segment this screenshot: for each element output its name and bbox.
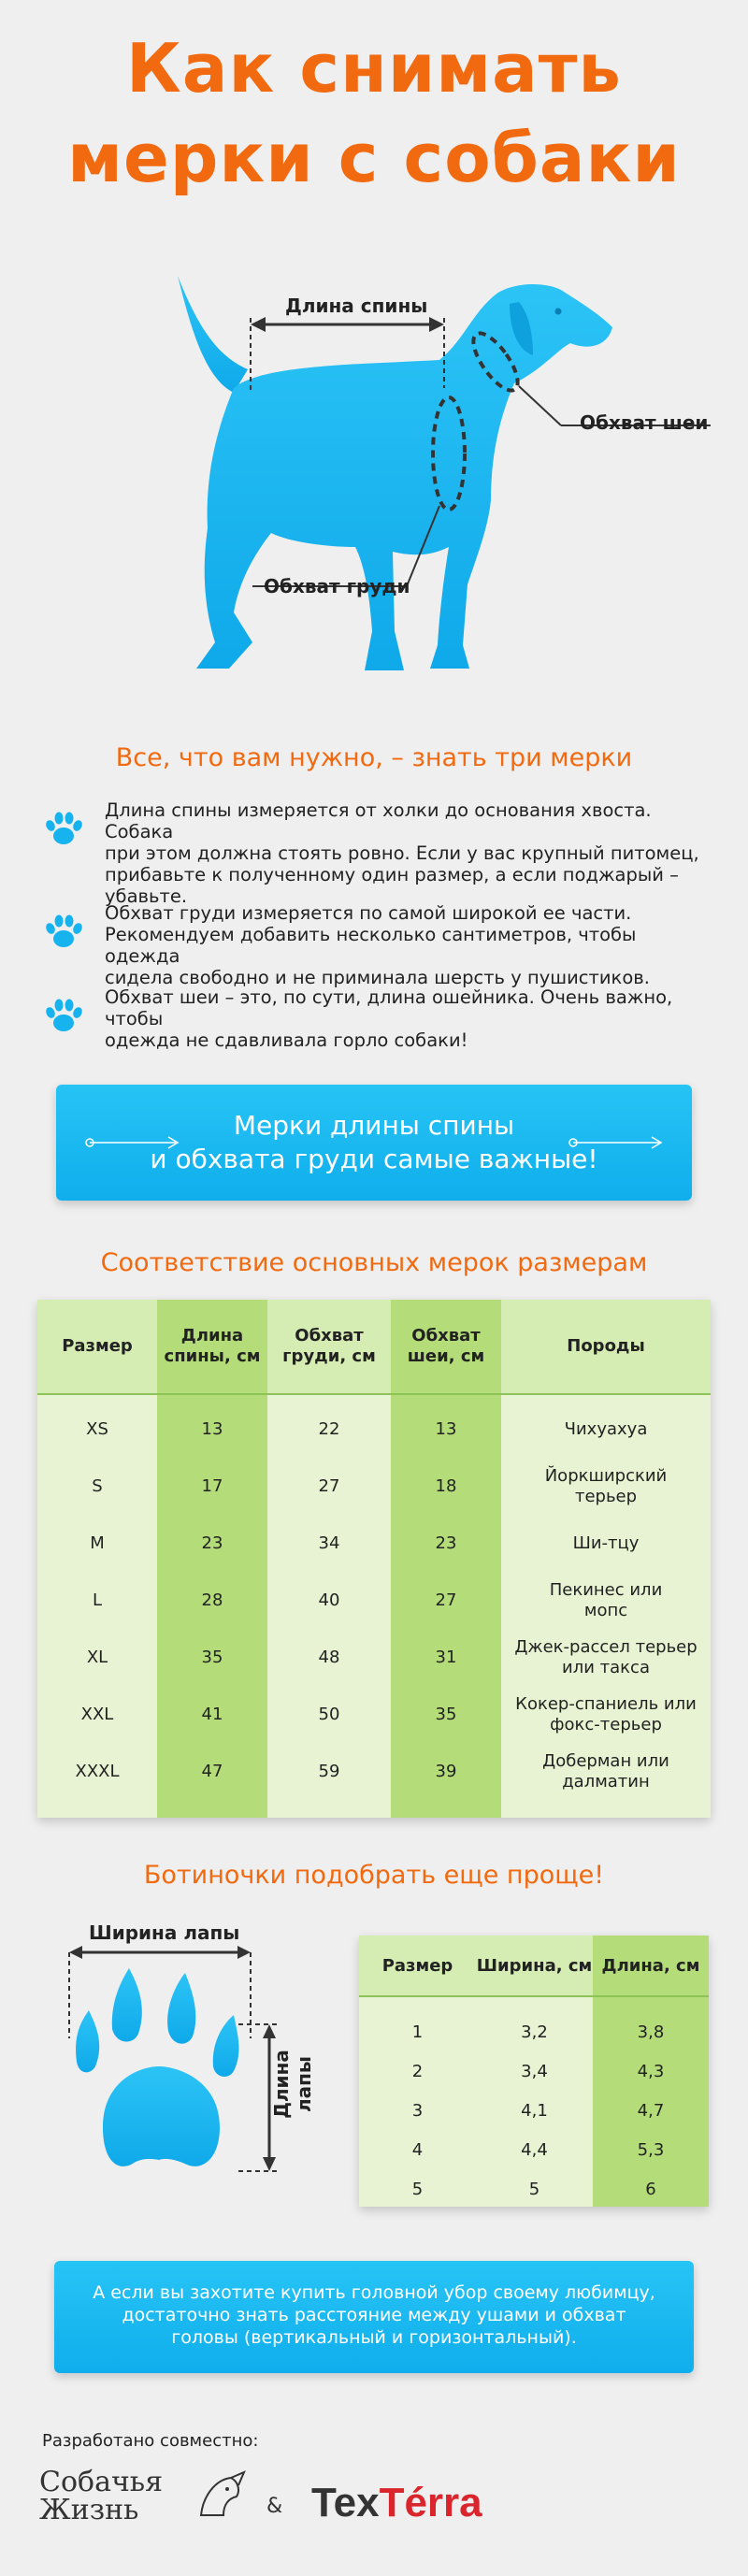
headwear-banner: [54, 2261, 694, 2373]
boot-table-cell: 4,3: [637, 2062, 665, 2081]
boot-table-cell: 2: [411, 2062, 424, 2081]
table-cell: Йоркширский терьер: [544, 1466, 668, 1506]
table-cell: 39: [435, 1762, 457, 1781]
logo1-line-2: Жизнь: [39, 2494, 139, 2526]
paw-icon: [42, 994, 85, 1037]
table-cell: Джек-рассел терьер или такса: [514, 1637, 698, 1677]
table-cell: S: [92, 1476, 103, 1496]
logo2-part-2: Térra: [379, 2480, 482, 2526]
table-header-cell: Породы: [567, 1336, 645, 1356]
table-cell: 41: [201, 1705, 223, 1724]
info-line: Обхват шеи – это, по сути, длина ошейника. Очень важно, чтобы: [105, 986, 673, 1029]
ampersand: &: [266, 2495, 283, 2518]
info-line: одежда не сдавливала горло собаки!: [105, 1029, 468, 1051]
boot-table-cell: 6: [645, 2180, 656, 2199]
paw-length-label: Длина лапы: [270, 2050, 315, 2119]
table-cell: Доберман или далматин: [542, 1751, 669, 1792]
three-measures-heading: Все, что вам нужно, – знать три мерки: [115, 743, 633, 772]
table-cell: 22: [318, 1419, 340, 1439]
table-cell: 35: [201, 1648, 223, 1667]
table-cell: XL: [86, 1648, 108, 1667]
boot-table-cell: 4: [411, 2140, 424, 2160]
table-cell: M: [90, 1533, 105, 1553]
banner2-line: А если вы захотите купить головной убор своему любимцу,: [93, 2282, 655, 2303]
table-cell: 13: [435, 1419, 457, 1439]
arrow-decoration-icon: [82, 1133, 185, 1152]
table-cell: XXXL: [75, 1762, 120, 1781]
table-cell: 59: [318, 1762, 340, 1781]
info-line: убавьте.: [105, 885, 188, 907]
info-item-back: [42, 799, 706, 907]
info-line: Длина спины измеряется от холки до основания хвоста. Собака: [105, 799, 652, 842]
table-cell: 40: [318, 1590, 340, 1610]
banner2-line: достаточно знать расстояние между ушами и обхват: [122, 2305, 626, 2325]
dog-eye: [555, 309, 562, 315]
credit-text: Разработано совместно:: [42, 2431, 259, 2451]
page-title: [0, 23, 748, 203]
boot-table-header-cell: Ширина, см: [476, 1956, 593, 1976]
dog-body: [196, 284, 612, 670]
table-cell: 50: [318, 1705, 340, 1724]
banner-line-1: Мерки длины спины: [233, 1110, 515, 1141]
table-cell: L: [92, 1590, 103, 1610]
boots-heading: Ботиночки подобрать еще проще!: [143, 1861, 605, 1890]
table-cell: 18: [435, 1476, 457, 1496]
boot-table-cell: 5,3: [637, 2140, 665, 2160]
table-header-cell: Размер: [62, 1336, 133, 1356]
sobachya-zhizn-logo: [39, 2468, 163, 2525]
paw-icon: [42, 807, 85, 850]
boot-table-cell: 1: [411, 2022, 424, 2042]
table-header-cell: Длина спины, см: [164, 1326, 261, 1366]
info-line: Обхват груди измеряется по самой широкой ее части.: [105, 902, 632, 924]
texterra-logo: [311, 2480, 482, 2526]
table-cell: 27: [435, 1590, 457, 1610]
table-cell: 34: [318, 1533, 340, 1553]
info-line: при этом должна стоять ровно. Если у вас крупный питомец,: [105, 842, 699, 864]
table-cell: XXL: [80, 1705, 114, 1724]
info-line: прибавьте к полученному один размер, а если поджарый –: [105, 864, 679, 885]
neck-girth-label: Обхват шеи: [580, 411, 709, 434]
boot-table-cell: 3,2: [521, 2022, 548, 2042]
boot-table-cell: 5: [411, 2180, 424, 2199]
table-cell: 23: [435, 1533, 457, 1553]
table-cell: 27: [318, 1476, 340, 1496]
table-cell: 48: [318, 1648, 340, 1667]
banner2-line: головы (вертикальный и горизонтальный).: [171, 2327, 577, 2348]
table-cell: 28: [201, 1590, 223, 1610]
dog-face-logo-icon: [192, 2468, 248, 2525]
table-cell: Ши-тцу: [572, 1533, 640, 1553]
table-cell: Кокер-спаниель или фокс-терьер: [515, 1694, 697, 1734]
paw-width-label: Ширина лапы: [89, 1921, 240, 1944]
info-line: Рекомендуем добавить несколько сантиметров, чтобы одежда: [105, 924, 637, 967]
boot-table-cell: 4,1: [521, 2101, 548, 2121]
boot-table-cell: 3: [411, 2101, 424, 2121]
important-banner: [56, 1085, 692, 1201]
table-cell: Пекинес или мопс: [549, 1580, 663, 1620]
banner-line-2: и обхвата груди самые важные!: [150, 1144, 598, 1174]
title-line-2: мерки с собаки: [67, 119, 681, 197]
boot-table-cell: 3,4: [521, 2062, 548, 2081]
arrow-decoration-icon: [566, 1133, 669, 1152]
table-cell: Чихуахуа: [564, 1419, 648, 1439]
size-table-heading: Соответствие основных мерок размерам: [100, 1248, 648, 1277]
dog-illustration: [140, 276, 711, 706]
paw-icon: [42, 910, 85, 953]
logo2-part-1: Tex: [311, 2480, 380, 2526]
logo1-line-1: Собачья: [39, 2466, 164, 2498]
info-line: сидела свободно и не приминала шерсть у пушистиков.: [105, 967, 650, 988]
boot-table-header-cell: Размер: [381, 1956, 453, 1976]
boot-table-cell: 3,8: [637, 2022, 665, 2042]
table-cell: 47: [201, 1762, 223, 1781]
boot-table-cell: 4,7: [637, 2101, 665, 2121]
table-cell: 31: [435, 1648, 457, 1667]
table-cell: 17: [201, 1476, 223, 1496]
table-header-cell: Обхват груди, см: [282, 1326, 376, 1366]
info-item-neck: [42, 986, 706, 1051]
table-cell: 23: [201, 1533, 223, 1553]
chest-girth-label: Обхват груди: [264, 575, 410, 597]
info-item-chest: [42, 902, 706, 988]
boot-table-header-cell: Длина, см: [601, 1956, 700, 1976]
table-cell: 13: [201, 1419, 223, 1439]
table-cell: XS: [86, 1419, 108, 1439]
table-cell: 35: [435, 1705, 457, 1724]
size-table: [37, 1300, 711, 1818]
title-line-1: Как снимать: [126, 29, 622, 108]
boot-table-cell: 4,4: [521, 2140, 548, 2160]
dog-tail: [178, 276, 248, 393]
back-length-label: Длина спины: [285, 295, 428, 317]
boot-size-table: [359, 1936, 709, 2207]
boot-table-cell: 5: [528, 2180, 540, 2199]
table-header-cell: Обхват шеи, см: [407, 1326, 485, 1366]
